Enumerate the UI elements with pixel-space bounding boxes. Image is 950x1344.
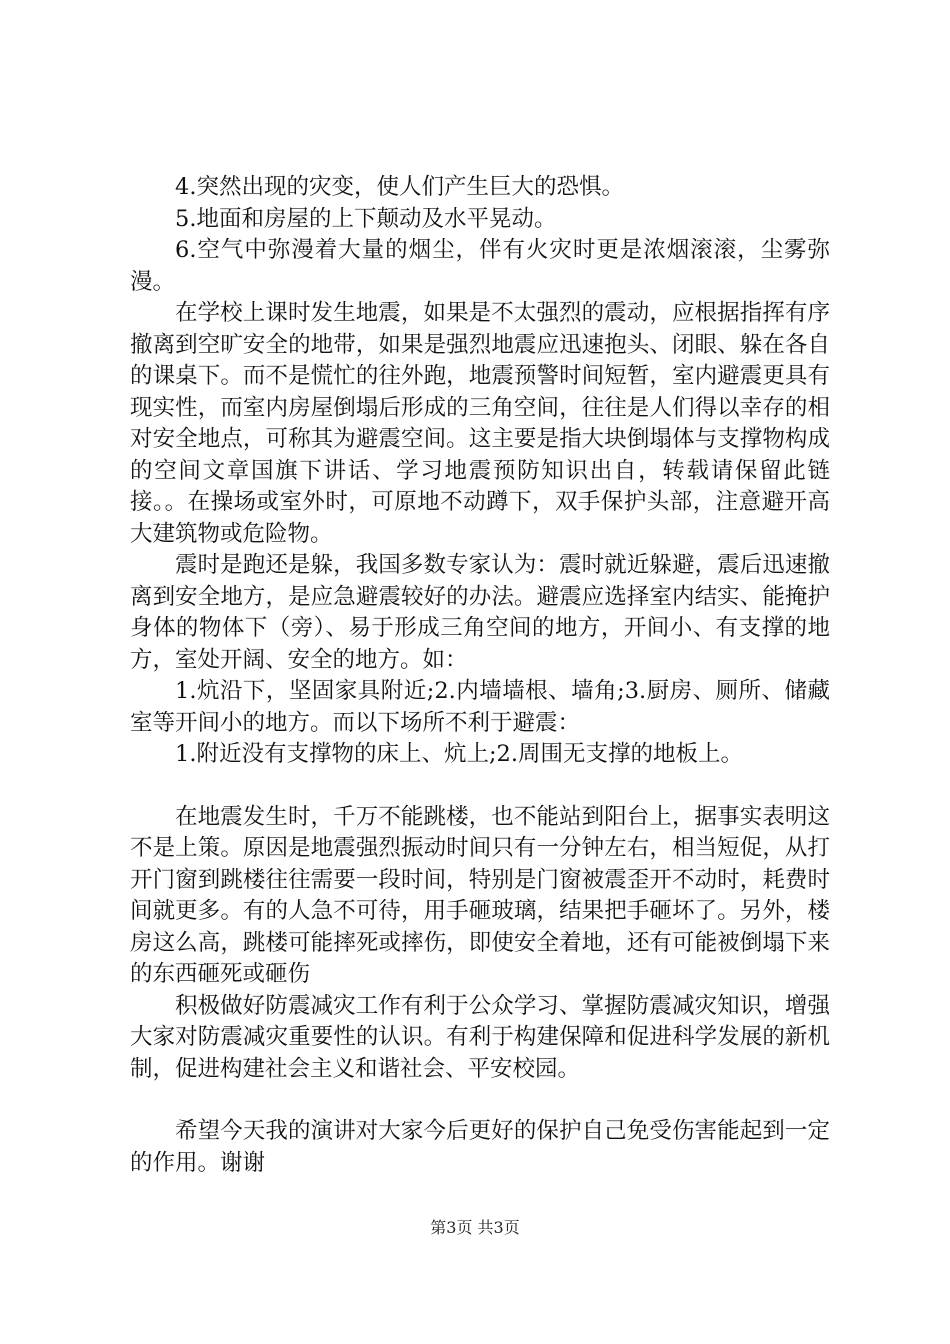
paragraph: 震时是跑还是躲，我国多数专家认为：震时就近躲避，震后迅速撤离到安全地方，是应急避震较好的办法。避震应选择室内结实、能掩护身体的物体下（旁）、易于形成三角空间的地方，开间小、有支撑的地方，室处开阔、安全的地方。如： <box>130 552 830 673</box>
paragraph: 在学校上课时发生地震，如果是不太强烈的震动，应根据指挥有序撤离到空旷安全的地带，如果是强烈地震应迅速抱头、闭眼、躲在各自的课桌下。而不是慌忙的往外跑，地震预警时间短暂，室内避震更具有现实性，而室内房屋倒塌后形成的三角空间，往往是人们得以幸存的相对安全地点，可称其为避震空间。这主要是指大块倒塌体与支撑物构成的空间文章国旗下讲话、学习地震预防知识出自，转载请保留此链接。。在操场或室外时，可原地不动蹲下，双手保护头部，注意避开高大建筑物或危险物。 <box>130 300 830 547</box>
paragraph: 1.炕沿下，坚固家具附近;2.内墙墙根、墙角;3.厨房、厕所、储藏室等开间小的地方。而以下场所不利于避震： <box>130 678 830 736</box>
paragraph: 希望今天我的演讲对大家今后更好的保护自己免受伤害能起到一定的作用。谢谢 <box>130 1118 830 1176</box>
paragraph: 在地震发生时，千万不能跳楼，也不能站到阳台上，据事实表明这不是上策。原因是地震强烈振动时间只有一分钟左右，相当短促，从打开门窗到跳楼往往需要一段时间，特别是门窗被震歪开不动时，耗费时间就更多。有的人急不可待，用手砸玻璃，结果把手砸坏了。另外，楼房这么高，跳楼可能摔死或摔伤，即使安全着地，还有可能被倒塌下来的东西砸死或砸伤 <box>130 803 830 987</box>
document-body <box>130 172 830 1179</box>
paragraph: 5.地面和房屋的上下颠动及水平晃动。 <box>175 205 557 232</box>
paragraph: 4.突然出现的灾变，使人们产生巨大的恐惧。 <box>175 174 624 200</box>
paragraph: 6.空气中弥漫着大量的烟尘，伴有火灾时更是浓烟滚滚，尘雾弥漫。 <box>130 237 830 295</box>
paragraph: 1.附近没有支撑物的床上、炕上;2.周围无支撑的地板上。 <box>175 741 744 767</box>
paragraph: 积极做好防震减灾工作有利于公众学习、掌握防震减灾知识，增强大家对防震减灾重要性的认识。有利于构建保障和促进科学发展的新机制，促进构建社会主义和谐社会、平安校园。 <box>130 992 830 1082</box>
page-footer: 第3页 共3页 <box>430 1218 520 1237</box>
